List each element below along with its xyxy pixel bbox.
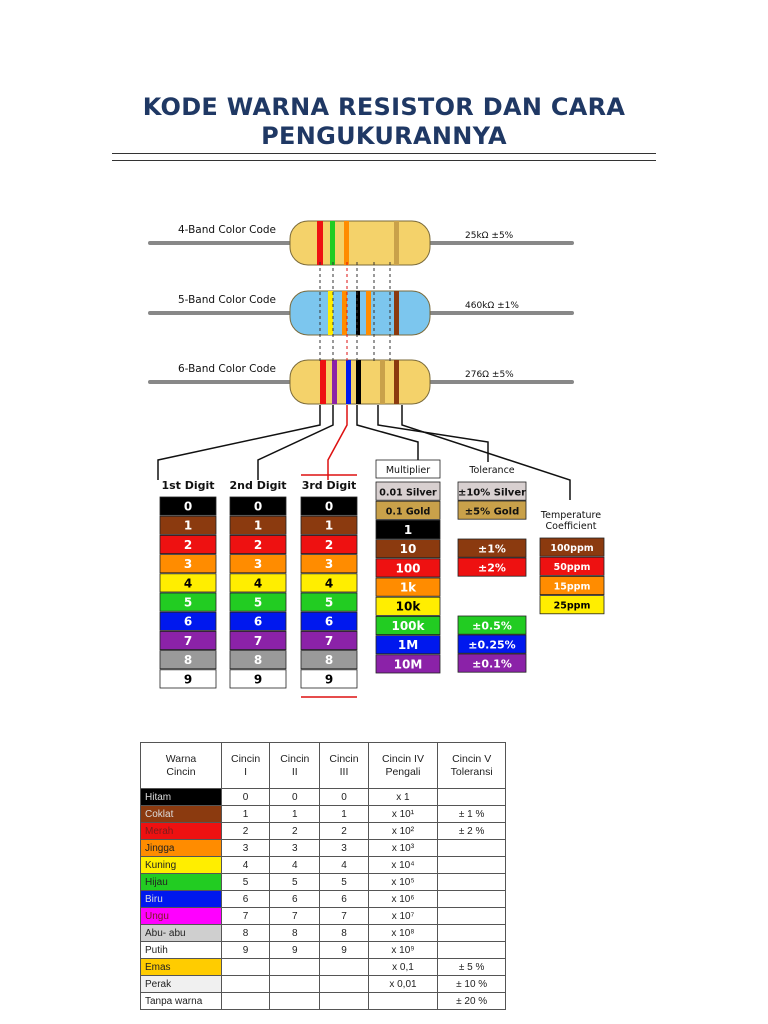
cell-cincin-3: 4 (320, 857, 368, 874)
table-row (141, 959, 506, 976)
tolerance-cell-label: ±0.5% (472, 619, 512, 633)
connector-line (258, 405, 333, 480)
title-rule-bottom (112, 160, 656, 161)
cell-cincin-3: 2 (320, 823, 368, 840)
multiplier-cell-label: 0.01 Silver (379, 487, 437, 499)
cell-cincin-2: 3 (270, 840, 320, 857)
digit-cell-label: 8 (324, 653, 334, 668)
digit-cell-label: 2 (324, 537, 334, 552)
cell-cincin-1: 9 (221, 942, 269, 959)
digit-cell-label: 0 (324, 499, 334, 514)
resistor-band (317, 221, 323, 265)
table-row (141, 993, 506, 1010)
digit-cell-label: 0 (183, 499, 193, 514)
cell-cincin-2: 5 (270, 874, 320, 891)
cell-color-name: Biru (141, 891, 222, 908)
cell-cincin-2: 8 (270, 925, 320, 942)
cell-cincin-3 (320, 959, 368, 976)
tempco-header-line-1: Temperature (540, 510, 602, 521)
cell-cincin-1: 8 (221, 925, 269, 942)
column-header: 2nd Digit (229, 479, 287, 492)
cell-multiplier: x 10² (368, 823, 438, 840)
cell-cincin-1: 7 (221, 908, 269, 925)
digit-cell-label: 3 (253, 557, 263, 572)
cell-color-name: Abu- abu (141, 925, 222, 942)
cell-cincin-2: 9 (270, 942, 320, 959)
cell-multiplier: x 10⁹ (368, 942, 438, 959)
digit-cell-label: 1 (324, 518, 334, 533)
cell-cincin-3 (320, 993, 368, 1010)
cell-cincin-3: 1 (320, 806, 368, 823)
cell-tolerance: ± 10 % (438, 976, 506, 993)
tolerance-cell-label: ±2% (478, 561, 506, 575)
cell-cincin-1: 3 (221, 840, 269, 857)
multiplier-cell-label: 100k (391, 618, 425, 633)
table-row (141, 874, 506, 891)
digit-cell-label: 3 (183, 557, 193, 572)
tempco-cell-label: 15ppm (553, 581, 591, 593)
digit-cell-label: 9 (324, 672, 334, 687)
resistor-value: 25kΩ ±5% (465, 231, 514, 241)
digit-cell-label: 5 (183, 595, 193, 610)
tolerance-cell-label: ±10% Silver (457, 487, 527, 499)
digit-cell-label: 5 (253, 595, 263, 610)
cell-cincin-1 (221, 976, 269, 993)
cell-cincin-2 (270, 959, 320, 976)
color-code-table (140, 742, 506, 1010)
cell-cincin-2: 0 (270, 789, 320, 806)
tempco-cell-label: 25ppm (553, 600, 591, 612)
digit-cell-label: 5 (324, 595, 334, 610)
column-digit-2 (230, 479, 287, 688)
cell-cincin-2: 7 (270, 908, 320, 925)
table-row (141, 840, 506, 857)
resistor-2 (150, 291, 572, 335)
table-header-row (141, 743, 506, 789)
cell-color-name: Merah (141, 823, 222, 840)
multiplier-cell-label: 1 (403, 522, 413, 537)
tolerance-column (458, 465, 526, 672)
table-row (141, 942, 506, 959)
table-row (141, 857, 506, 874)
cell-cincin-3: 7 (320, 908, 368, 925)
digit-cell-label: 7 (324, 633, 334, 648)
tempco-header-line-2: Coefficient (545, 521, 597, 532)
resistor-color-code-figure (140, 200, 620, 700)
cell-cincin-2: 6 (270, 891, 320, 908)
digit-cell-label: 2 (183, 537, 193, 552)
digit-cell-label: 0 (253, 499, 263, 514)
tolerance-cell-label: ±5% Gold (464, 506, 520, 518)
cell-multiplier: x 10⁷ (368, 908, 438, 925)
digit-cell-label: 6 (183, 614, 193, 629)
tempco-column (540, 510, 604, 614)
tolerance-cell-label: ±0.1% (472, 657, 512, 671)
header-cincin-2: Cincin II (270, 743, 320, 789)
cell-multiplier: x 10¹ (368, 806, 438, 823)
cell-cincin-1: 4 (221, 857, 269, 874)
cell-cincin-3: 8 (320, 925, 368, 942)
cell-cincin-1: 5 (221, 874, 269, 891)
resistor-band (366, 291, 371, 335)
cell-multiplier: x 0,1 (368, 959, 438, 976)
title-line-2: PENGUKURANNYA (261, 122, 507, 150)
digit-cell-label: 4 (183, 576, 193, 591)
cell-multiplier: x 10⁸ (368, 925, 438, 942)
resistor-3 (150, 360, 572, 404)
cell-tolerance: ± 1 % (438, 806, 506, 823)
cell-tolerance (438, 891, 506, 908)
resistor-band (346, 360, 351, 404)
digit-cell-label: 2 (253, 537, 263, 552)
cell-cincin-1: 6 (221, 891, 269, 908)
digit-cell-label: 9 (183, 672, 193, 687)
resistor-label: 6-Band Color Code (178, 363, 277, 375)
cell-tolerance (438, 874, 506, 891)
header-cincin-3: Cincin III (320, 743, 368, 789)
table-row (141, 789, 506, 806)
cell-color-name: Putih (141, 942, 222, 959)
resistor-body (290, 221, 430, 265)
cell-tolerance (438, 840, 506, 857)
digit-cell-label: 7 (253, 633, 263, 648)
cell-cincin-1 (221, 959, 269, 976)
table-row (141, 908, 506, 925)
connector-line (328, 405, 347, 480)
table-body (141, 789, 506, 1010)
resistor-band (332, 360, 337, 404)
resistor-band (330, 221, 335, 265)
cell-cincin-2 (270, 993, 320, 1010)
cell-color-name: Coklat (141, 806, 222, 823)
column-digit-1 (160, 479, 216, 688)
cell-color-name: Tanpa warna (141, 993, 222, 1010)
cell-cincin-2: 4 (270, 857, 320, 874)
connector-line (357, 405, 418, 462)
cell-cincin-3 (320, 976, 368, 993)
resistor-label: 4-Band Color Code (178, 224, 277, 236)
multiplier-cell-label: 10 (399, 542, 417, 557)
column-digit-3 (301, 475, 357, 697)
tolerance-cell-label: ±1% (478, 542, 506, 556)
resistor-band (394, 291, 399, 335)
cell-multiplier: x 10⁵ (368, 874, 438, 891)
cell-tolerance: ± 5 % (438, 959, 506, 976)
cell-color-name: Perak (141, 976, 222, 993)
resistor-band (394, 360, 399, 404)
resistor-band (380, 360, 385, 404)
cell-multiplier: x 0,01 (368, 976, 438, 993)
tempco-cell-label: 50ppm (553, 562, 591, 574)
cell-color-name: Jingga (141, 840, 222, 857)
cell-color-name: Emas (141, 959, 222, 976)
header-cincin-4: Cincin IV Pengali (368, 743, 438, 789)
cell-cincin-2: 1 (270, 806, 320, 823)
cell-multiplier: x 1 (368, 789, 438, 806)
resistor-band (328, 291, 333, 335)
header-cincin-5: Cincin V Toleransi (438, 743, 506, 789)
title-line-1: KODE WARNA RESISTOR DAN CARA (142, 93, 626, 121)
multiplier-cell-label: 10k (395, 599, 421, 614)
cell-cincin-3: 0 (320, 789, 368, 806)
cell-tolerance: ± 2 % (438, 823, 506, 840)
page-title (60, 93, 708, 151)
multiplier-column (376, 460, 440, 673)
multiplier-cell-label: 1M (397, 638, 419, 653)
multiplier-header: Multiplier (385, 465, 431, 476)
table-row (141, 925, 506, 942)
resistor-label: 5-Band Color Code (178, 294, 277, 306)
resistor-value: 460kΩ ±1% (465, 301, 519, 311)
digit-cell-label: 3 (324, 557, 334, 572)
resistor-band (342, 291, 347, 335)
digit-cell-label: 9 (253, 672, 263, 687)
cell-tolerance (438, 908, 506, 925)
cell-cincin-3: 6 (320, 891, 368, 908)
multiplier-cell-label: 1k (399, 580, 417, 595)
table-row (141, 891, 506, 908)
cell-cincin-2: 2 (270, 823, 320, 840)
cell-tolerance (438, 942, 506, 959)
cell-cincin-1 (221, 993, 269, 1010)
digit-cell-label: 6 (324, 614, 334, 629)
header-cincin-1: Cincin I (221, 743, 269, 789)
cell-color-name: Kuning (141, 857, 222, 874)
digit-cell-label: 1 (253, 518, 263, 533)
cell-tolerance: ± 20 % (438, 993, 506, 1010)
cell-multiplier: x 10⁴ (368, 857, 438, 874)
tolerance-header: Tolerance (469, 465, 515, 476)
digit-cell-label: 4 (324, 576, 334, 591)
resistor-band (394, 221, 399, 265)
table-row (141, 823, 506, 840)
figure-root (150, 221, 604, 697)
cell-color-name: Hijau (141, 874, 222, 891)
resistor-band (344, 221, 349, 265)
tolerance-cell-label: ±0.25% (468, 638, 516, 652)
cell-cincin-3: 5 (320, 874, 368, 891)
column-header: 3rd Digit (301, 479, 357, 492)
cell-cincin-1: 1 (221, 806, 269, 823)
cell-cincin-2 (270, 976, 320, 993)
table-row (141, 806, 506, 823)
cell-cincin-1: 0 (221, 789, 269, 806)
digit-cell-label: 4 (253, 576, 263, 591)
cell-tolerance (438, 789, 506, 806)
resistor-value: 276Ω ±5% (465, 370, 514, 380)
digit-cell-label: 1 (183, 518, 193, 533)
resistor-band (320, 360, 326, 404)
multiplier-cell-label: 0.1 Gold (385, 506, 431, 518)
table-row (141, 976, 506, 993)
resistor-1 (150, 221, 572, 265)
resistor-band (356, 360, 361, 404)
cell-color-name: Ungu (141, 908, 222, 925)
cell-multiplier (368, 993, 438, 1010)
header-warna: Warna Cincin (141, 743, 222, 789)
cell-tolerance (438, 925, 506, 942)
digit-cell-label: 8 (253, 653, 263, 668)
digit-cell-label: 7 (183, 633, 193, 648)
cell-tolerance (438, 857, 506, 874)
tempco-cell-label: 100ppm (550, 543, 594, 554)
digit-cell-label: 8 (183, 653, 193, 668)
connector-line (378, 405, 488, 462)
cell-cincin-1: 2 (221, 823, 269, 840)
cell-cincin-3: 9 (320, 942, 368, 959)
multiplier-cell-label: 100 (395, 561, 421, 576)
cell-color-name: Hitam (141, 789, 222, 806)
column-header: 1st Digit (161, 479, 215, 492)
title-rule-top (112, 153, 656, 154)
cell-multiplier: x 10⁶ (368, 891, 438, 908)
cell-multiplier: x 10³ (368, 840, 438, 857)
cell-cincin-3: 3 (320, 840, 368, 857)
digit-cell-label: 6 (253, 614, 263, 629)
multiplier-cell-label: 10M (393, 657, 423, 672)
